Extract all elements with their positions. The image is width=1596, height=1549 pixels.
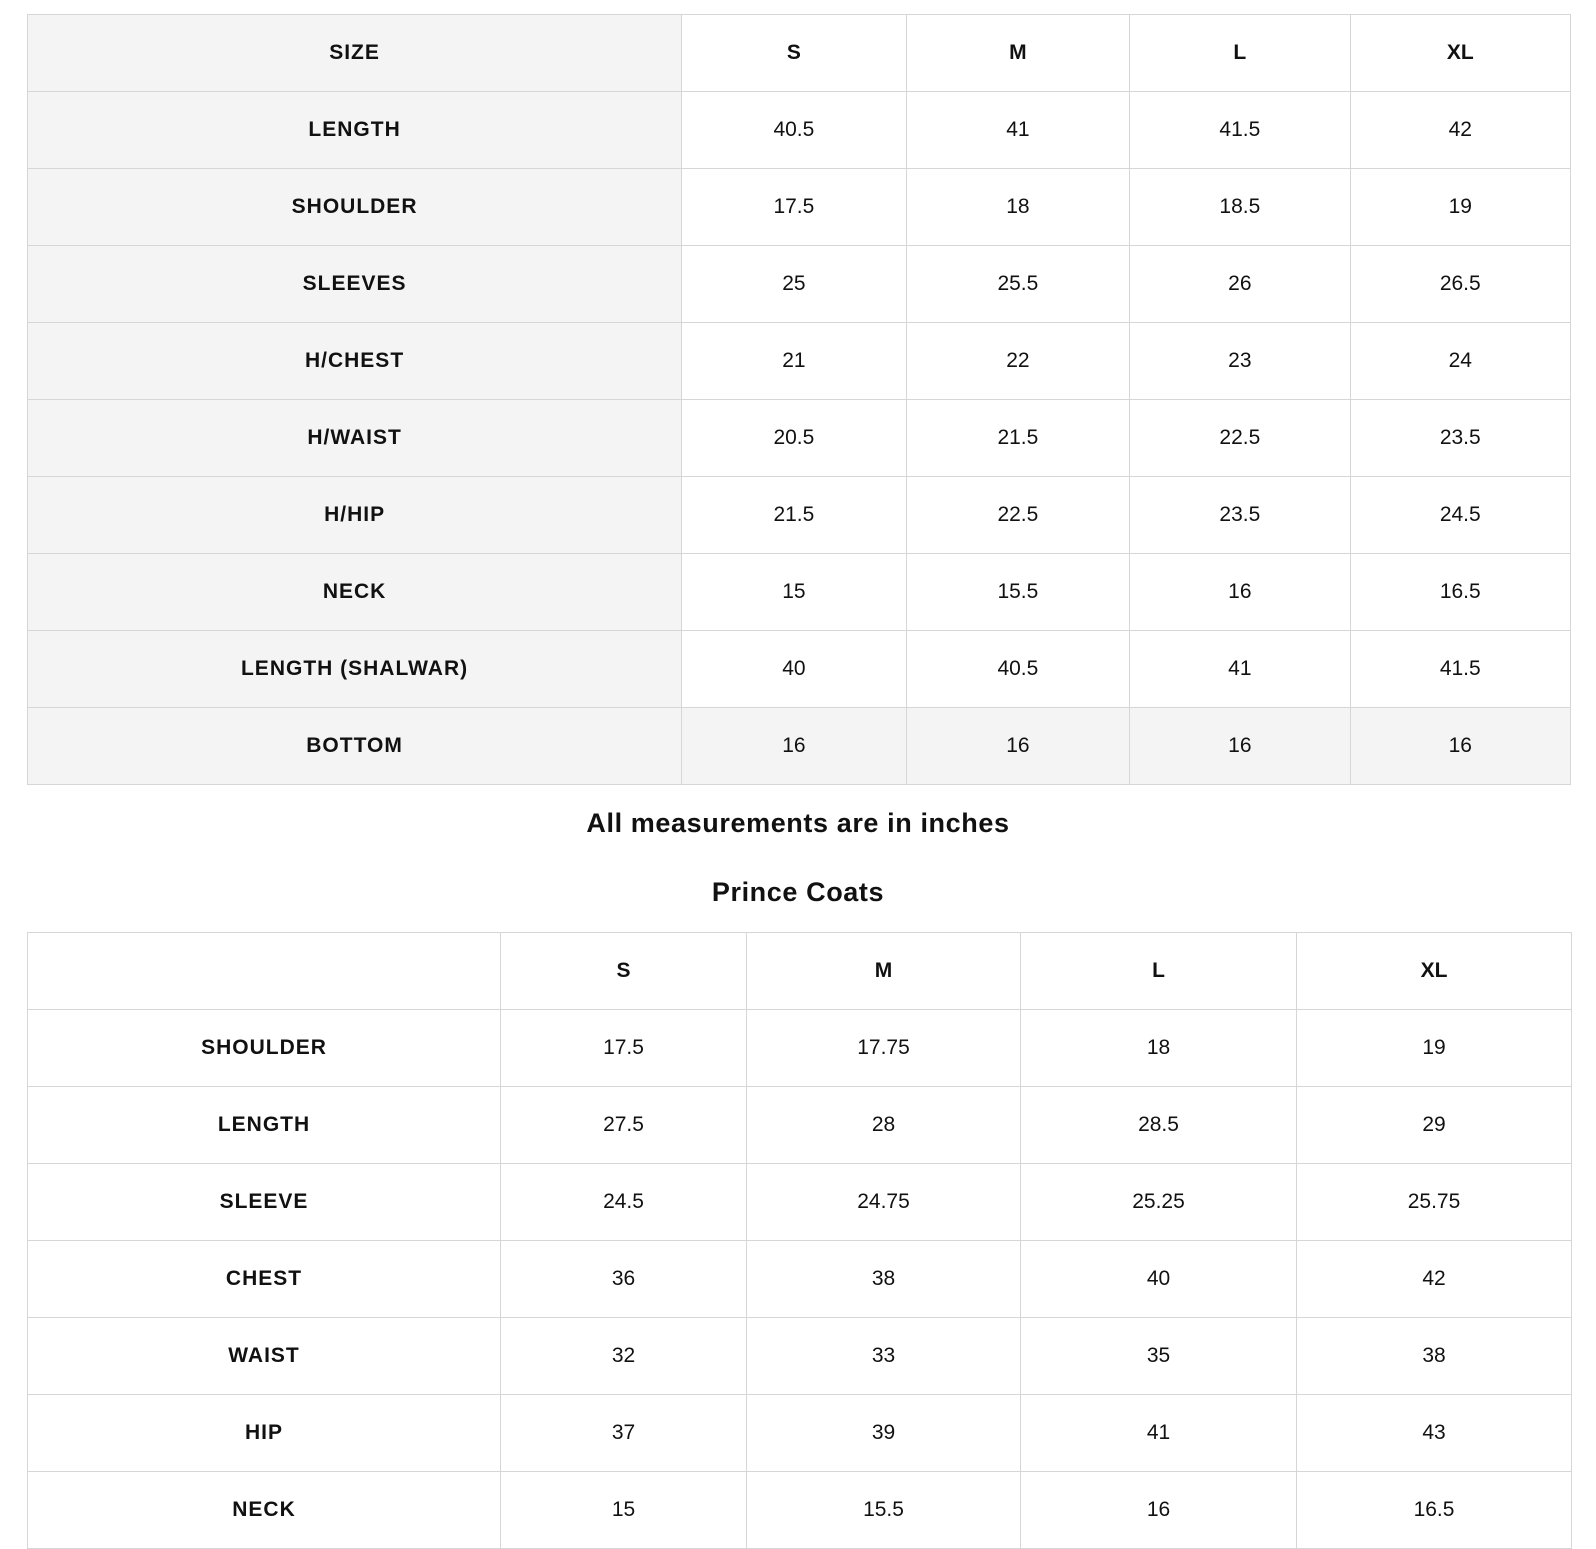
table-row <box>28 1318 1572 1395</box>
table-cell: 40.5 <box>906 631 1129 708</box>
table-row <box>28 1164 1572 1241</box>
table-row <box>28 1395 1572 1472</box>
table-row <box>28 1087 1572 1164</box>
size-chart-table <box>27 14 1571 785</box>
row-label: LENGTH (SHALWAR) <box>28 631 682 708</box>
size-m-header: M <box>906 15 1129 92</box>
table-cell: 25.75 <box>1297 1164 1572 1241</box>
prince-coats-table <box>27 932 1572 1549</box>
table-cell: 18 <box>906 169 1129 246</box>
table-cell: 21.5 <box>906 400 1129 477</box>
table-cell: 26.5 <box>1350 246 1570 323</box>
table-header-row <box>28 933 1572 1010</box>
table-cell: 24.5 <box>501 1164 747 1241</box>
table-cell: 40 <box>1021 1241 1297 1318</box>
row-label: H/WAIST <box>28 400 682 477</box>
table-cell: 40.5 <box>682 92 907 169</box>
table-cell: 29 <box>1297 1087 1572 1164</box>
row-label: LENGTH <box>28 1087 501 1164</box>
table-row <box>28 92 1571 169</box>
table-cell: 17.75 <box>747 1010 1021 1087</box>
row-label: BOTTOM <box>28 708 682 785</box>
size-s-header: S <box>682 15 907 92</box>
table-cell: 19 <box>1350 169 1570 246</box>
size-xl-header: XL <box>1297 933 1572 1010</box>
table-row <box>28 323 1571 400</box>
table-row <box>28 708 1571 785</box>
table-cell: 39 <box>747 1395 1021 1472</box>
table-row <box>28 246 1571 323</box>
table-row <box>28 1472 1572 1549</box>
size-l-header: L <box>1021 933 1297 1010</box>
table-cell: 24.75 <box>747 1164 1021 1241</box>
table-cell: 41 <box>906 92 1129 169</box>
size-s-header: S <box>501 933 747 1010</box>
table-cell: 16 <box>1130 554 1350 631</box>
table-cell: 16 <box>906 708 1129 785</box>
table-cell: 43 <box>1297 1395 1572 1472</box>
table-cell: 16 <box>1350 708 1570 785</box>
row-label: SHOULDER <box>28 169 682 246</box>
row-label: NECK <box>28 1472 501 1549</box>
table-cell: 24 <box>1350 323 1570 400</box>
table-cell: 22 <box>906 323 1129 400</box>
table-cell: 26 <box>1130 246 1350 323</box>
table-cell: 28 <box>747 1087 1021 1164</box>
table-cell: 15 <box>501 1472 747 1549</box>
size-l-header: L <box>1130 15 1350 92</box>
measurement-note: All measurements are in inches <box>586 808 1010 838</box>
empty-header-cell <box>28 933 501 1010</box>
row-label: CHEST <box>28 1241 501 1318</box>
table-cell: 23.5 <box>1350 400 1570 477</box>
table-cell: 35 <box>1021 1318 1297 1395</box>
row-label: WAIST <box>28 1318 501 1395</box>
table-cell: 32 <box>501 1318 747 1395</box>
table-cell: 15 <box>682 554 907 631</box>
table-cell: 27.5 <box>501 1087 747 1164</box>
table-cell: 20.5 <box>682 400 907 477</box>
table-cell: 23 <box>1130 323 1350 400</box>
table-row <box>28 1010 1572 1087</box>
table-cell: 18.5 <box>1130 169 1350 246</box>
table-cell: 33 <box>747 1318 1021 1395</box>
table-cell: 22.5 <box>1130 400 1350 477</box>
table-cell: 42 <box>1297 1241 1572 1318</box>
table-cell: 18 <box>1021 1010 1297 1087</box>
table-cell: 21.5 <box>682 477 907 554</box>
table-cell: 25.25 <box>1021 1164 1297 1241</box>
table-cell: 25.5 <box>906 246 1129 323</box>
table-cell: 24.5 <box>1350 477 1570 554</box>
table-cell: 15.5 <box>747 1472 1021 1549</box>
table-cell: 36 <box>501 1241 747 1318</box>
table-cell: 41.5 <box>1350 631 1570 708</box>
table-cell: 17.5 <box>682 169 907 246</box>
table-row <box>28 477 1571 554</box>
table-cell: 16 <box>682 708 907 785</box>
table-cell: 37 <box>501 1395 747 1472</box>
row-label: H/CHEST <box>28 323 682 400</box>
table-cell: 16 <box>1130 708 1350 785</box>
row-label: NECK <box>28 554 682 631</box>
size-xl-header: XL <box>1350 15 1570 92</box>
table-cell: 15.5 <box>906 554 1129 631</box>
table-cell: 16.5 <box>1350 554 1570 631</box>
row-label: SLEEVES <box>28 246 682 323</box>
row-label: SLEEVE <box>28 1164 501 1241</box>
table-cell: 38 <box>1297 1318 1572 1395</box>
table-row <box>28 1241 1572 1318</box>
size-header-cell: SIZE <box>28 15 682 92</box>
table-row <box>28 169 1571 246</box>
table-cell: 28.5 <box>1021 1087 1297 1164</box>
size-m-header: M <box>747 933 1021 1010</box>
table-cell: 16 <box>1021 1472 1297 1549</box>
table-cell: 41.5 <box>1130 92 1350 169</box>
prince-coats-title: Prince Coats <box>711 877 885 907</box>
table-header-row <box>28 15 1571 92</box>
table-cell: 19 <box>1297 1010 1572 1087</box>
table-cell: 38 <box>747 1241 1021 1318</box>
table-cell: 41 <box>1021 1395 1297 1472</box>
table-row <box>28 554 1571 631</box>
row-label: H/HIP <box>28 477 682 554</box>
table-cell: 41 <box>1130 631 1350 708</box>
table-cell: 25 <box>682 246 907 323</box>
table-cell: 21 <box>682 323 907 400</box>
table-cell: 23.5 <box>1130 477 1350 554</box>
table-cell: 42 <box>1350 92 1570 169</box>
table-cell: 22.5 <box>906 477 1129 554</box>
table-row <box>28 631 1571 708</box>
table-row <box>28 400 1571 477</box>
row-label: LENGTH <box>28 92 682 169</box>
row-label: SHOULDER <box>28 1010 501 1087</box>
table-cell: 17.5 <box>501 1010 747 1087</box>
table-cell: 16.5 <box>1297 1472 1572 1549</box>
table-cell: 40 <box>682 631 907 708</box>
row-label: HIP <box>28 1395 501 1472</box>
